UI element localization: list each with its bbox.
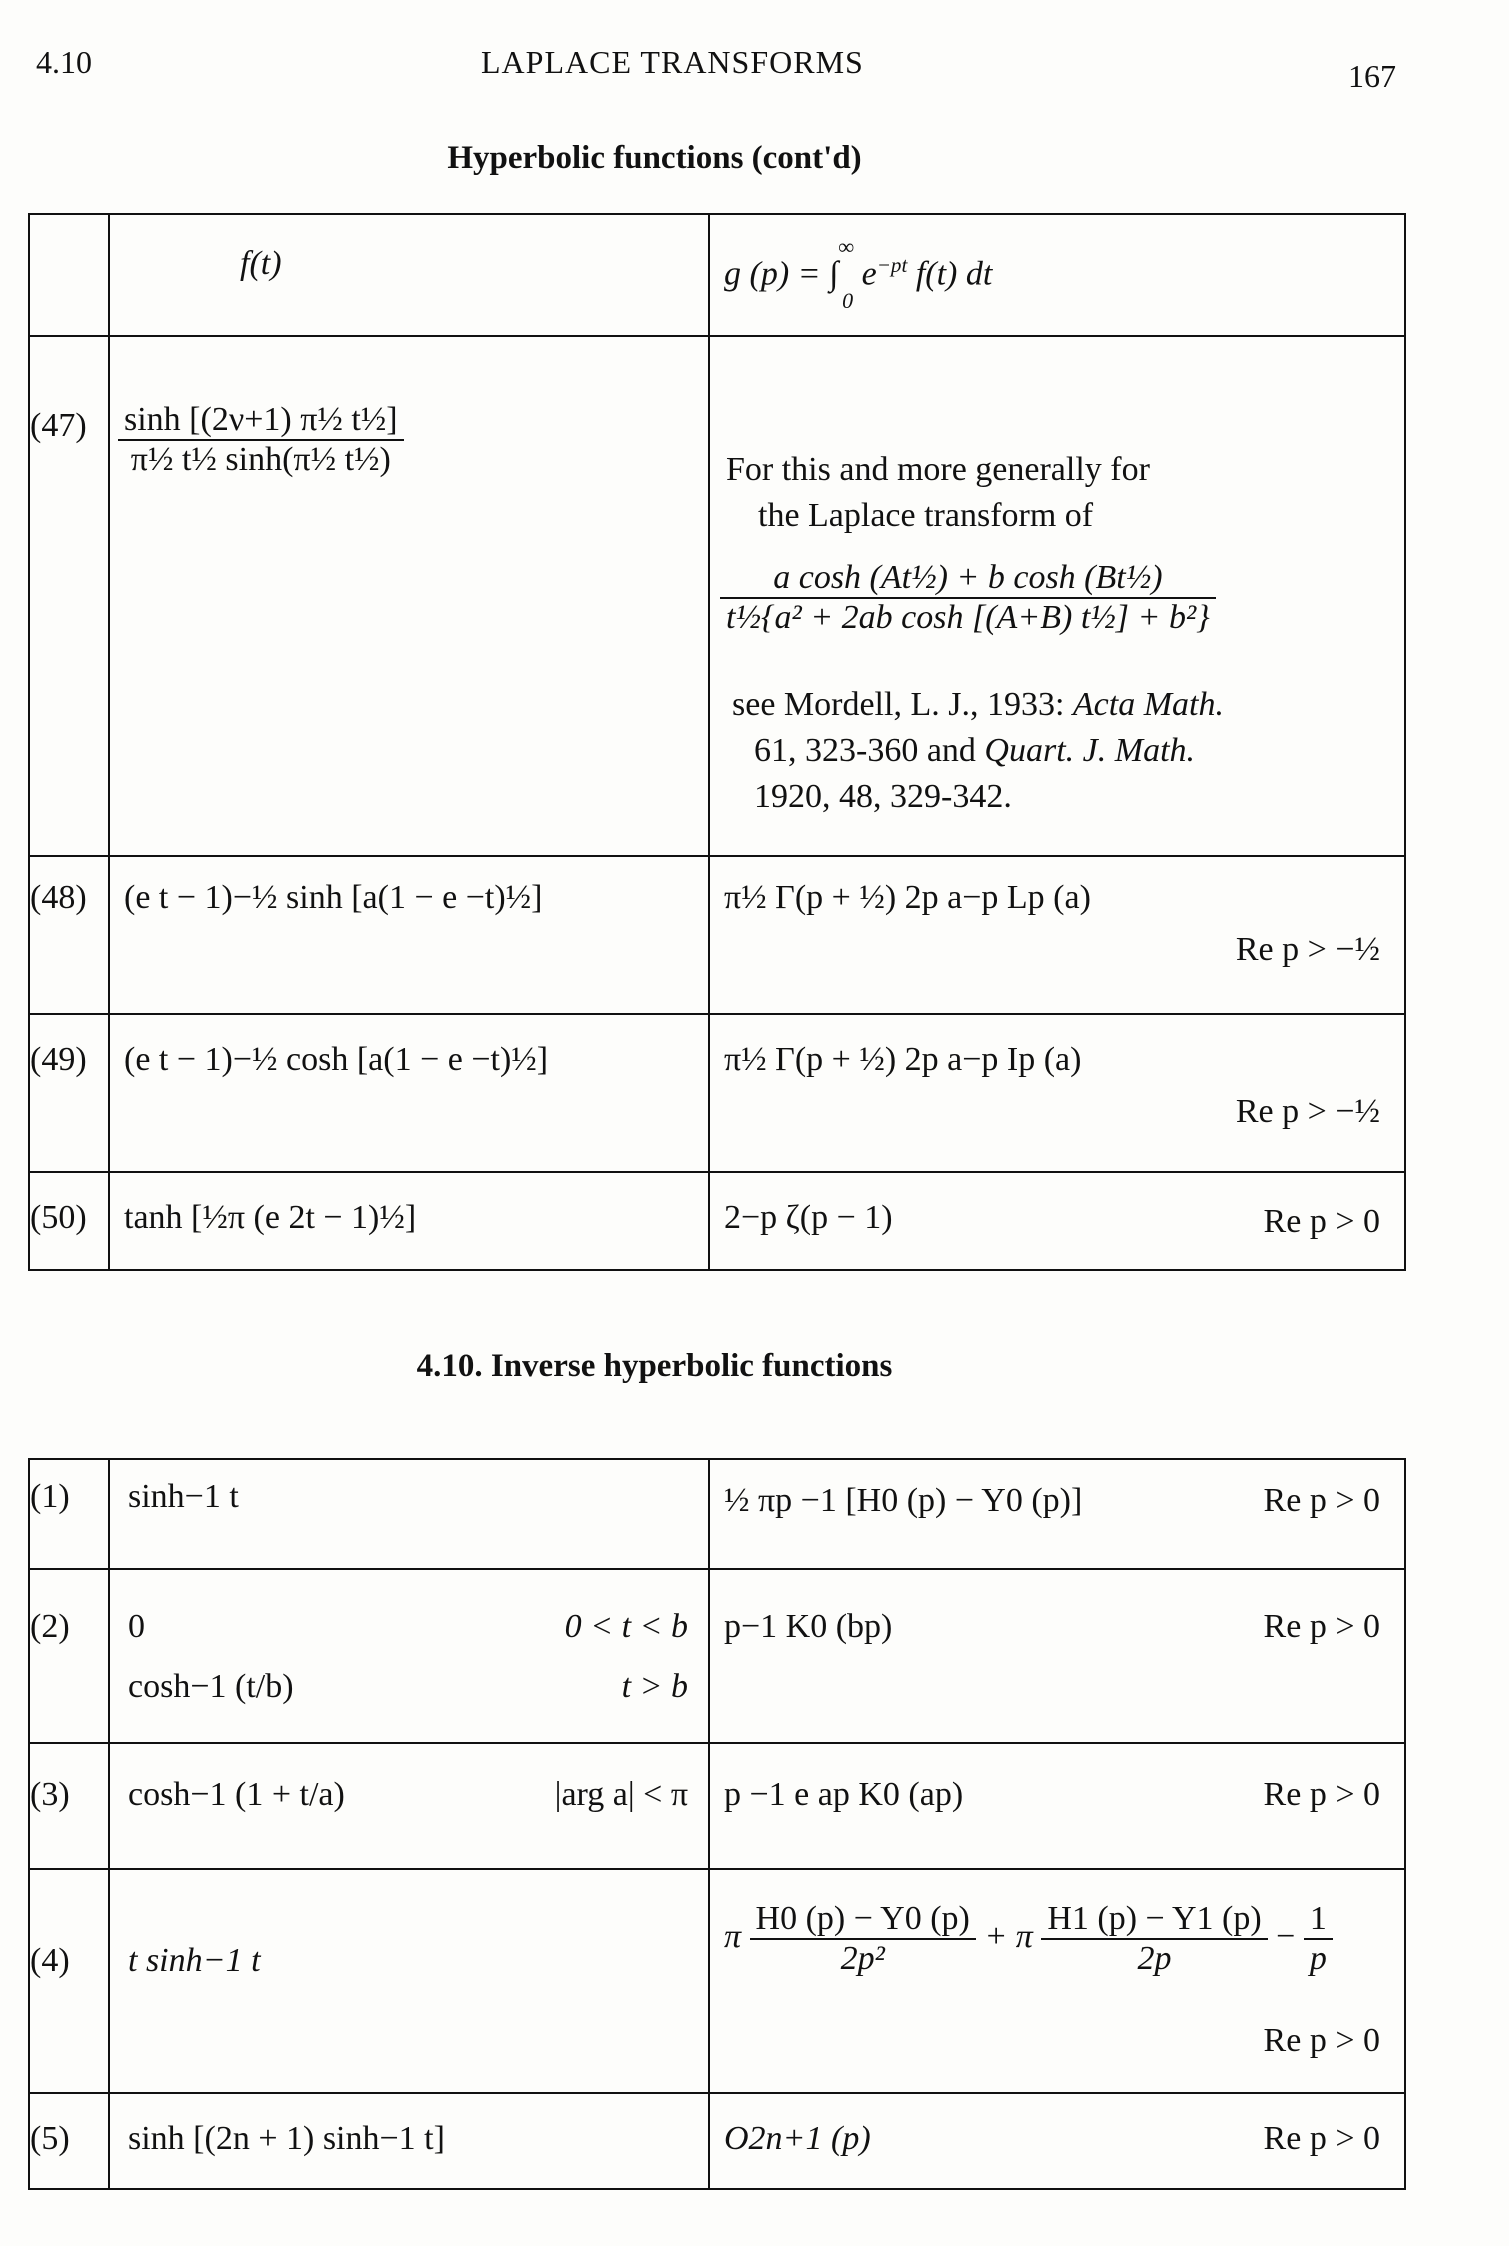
row47-g-numerator: a cosh (At½) + b cosh (Bt½) [720,559,1216,599]
row-number: (50) [29,1172,109,1270]
row-f-cell [109,856,709,1014]
header-f-cell [109,214,709,336]
inv4-condition: Re p > 0 [1263,2022,1380,2059]
row-g-cell [709,1569,1405,1743]
inv4-f: t sinh−1 t [128,1942,261,1979]
inv1-f: sinh−1 t [128,1478,239,1515]
table-row [29,1743,1405,1869]
row50-g: 2−p ζ(p − 1) [724,1199,893,1236]
inv2-f1: 0 [128,1608,145,1645]
row-f-cell [109,1569,709,1743]
col-g-label [724,234,993,314]
col-f-label: f(t) [240,245,282,282]
row-number: (47) [29,336,109,856]
ref3: 1920, 48, 329-342. [754,778,1012,815]
inv2-g: p−1 K0 (bp) [724,1608,893,1645]
header-g-cell [709,214,1405,336]
inv4-g [724,1900,1333,1978]
section-number: 4.10 [36,44,92,80]
table1-title: Hyperbolic functions (cont'd) [447,140,862,176]
col-g-prefix: g (p) = ∫ [724,255,839,293]
ref2-a: 61, 323-360 and [754,732,976,769]
row-number: (1) [29,1459,109,1569]
table-row [29,1172,1405,1270]
inv3-f: cosh−1 (1 + t/a) [128,1776,345,1813]
row49-f: (e t − 1)−½ cosh [a(1 − e −t)½] [124,1041,549,1078]
inv1-g: ½ πp −1 [H0 (p) − Y0 (p)] [724,1482,1083,1519]
row-f-cell [109,1459,709,1569]
row50-condition: Re p > 0 [1263,1203,1380,1240]
row49-g: π½ Γ(p + ½) 2p a−p Ip (a) [724,1041,1082,1078]
table-row [29,1459,1405,1569]
row47-f-numerator: sinh [(2ν+1) π½ t½] [118,401,404,441]
page-number: 167 [1348,58,1396,94]
row47-g-denominator: t½{a² + 2ab cosh [(A+B) t½] + b²} [726,599,1210,636]
row-f-cell [109,2093,709,2189]
row47-g-line1: For this and more generally for [726,451,1150,488]
row-number: (5) [29,2093,109,2189]
col-g-tail: f(t) dt [915,255,993,293]
row48-condition: Re p > −½ [1235,931,1380,968]
inv4-frac2-num: H1 (p) − Y1 (p) [1041,1900,1267,1940]
row-f-cell [109,1014,709,1172]
inv5-g: O2n+1 (p) [724,2120,871,2157]
inv4-frac3 [1304,1900,1333,1978]
row47-g-reference [732,682,1422,820]
inverse-hyperbolic-table [28,1458,1406,2190]
header-num-cell [29,214,109,336]
inv4-frac2 [1041,1900,1267,1978]
table-row [29,2093,1405,2189]
table-header-row [29,214,1405,336]
inv3-condition: Re p > 0 [1263,1776,1380,1813]
table-row [29,1569,1405,1743]
row50-f: tanh [½π (e 2t − 1)½] [124,1199,417,1236]
inv4-frac1 [750,1900,976,1978]
hyperbolic-table [28,213,1406,1271]
row-g-cell [709,1014,1405,1172]
row-g-cell [709,336,1405,856]
inv4-frac2-den: 2p [1137,1940,1172,1977]
inv4-frac3-den: p [1309,1940,1327,1977]
row-number: (3) [29,1743,109,1869]
page-header [36,40,1396,100]
row48-f: (e t − 1)−½ sinh [a(1 − e −t)½] [124,879,543,916]
row-number: (2) [29,1569,109,1743]
running-title: LAPLACE TRANSFORMS [481,44,864,80]
int-upper: ∞ [838,234,855,260]
row-g-cell [709,1459,1405,1569]
inv4-pi: π [724,1917,742,1955]
inv4-frac1-num: H0 (p) − Y0 (p) [750,1900,976,1940]
inv2-f2: cosh−1 (t/b) [128,1668,294,1705]
col-g-suffix: e [861,255,877,293]
inv2-f1-condition: 0 < t < b [564,1608,688,1645]
inv4-frac1-den: 2p² [840,1940,885,1977]
row-f-cell [109,1743,709,1869]
row47-g-line2: the Laplace transform of [758,497,1094,534]
row-g-cell [709,2093,1405,2189]
row-f-cell [109,1172,709,1270]
inv4-minus: − [1276,1917,1296,1955]
inv3-f-condition: |arg a| < π [554,1776,688,1813]
row-g-cell [709,856,1405,1014]
row49-condition: Re p > −½ [1235,1093,1380,1130]
table-row [29,1869,1405,2093]
ref2-b: Quart. J. Math. [984,732,1196,769]
ref1-a: see Mordell, L. J., 1933: [732,686,1065,723]
col-g-exp: −pt [876,253,908,277]
row47-f-fraction [118,401,404,479]
row-number: (49) [29,1014,109,1172]
inv5-condition: Re p > 0 [1263,2120,1380,2157]
table-row [29,856,1405,1014]
row-g-cell [709,1743,1405,1869]
row-number: (48) [29,856,109,1014]
row-number: (4) [29,1869,109,2093]
int-lower: 0 [842,288,854,314]
inv2-f2-condition: t > b [621,1668,688,1705]
inv1-condition: Re p > 0 [1263,1482,1380,1519]
table-row [29,1014,1405,1172]
inv5-f: sinh [(2n + 1) sinh−1 t] [128,2120,445,2157]
ref1-b: Acta Math. [1072,686,1224,723]
row-g-cell [709,1172,1405,1270]
row48-g: π½ Γ(p + ½) 2p a−p Lp (a) [724,879,1091,916]
row47-g-fraction [720,559,1216,637]
inv3-g: p −1 e ap K0 (ap) [724,1776,964,1813]
row47-f-denominator: π½ t½ sinh(π½ t½) [130,441,391,478]
table-row [29,336,1405,856]
row-f-cell [109,1869,709,2093]
table2-title: 4.10. Inverse hyperbolic functions [416,1348,893,1384]
inv2-condition: Re p > 0 [1263,1608,1380,1645]
inv4-frac3-num: 1 [1304,1900,1333,1940]
inv4-plus-pi: + π [984,1917,1033,1955]
row-g-cell [709,1869,1405,2093]
row-f-cell [109,336,709,856]
row47-g-text [726,447,1150,539]
